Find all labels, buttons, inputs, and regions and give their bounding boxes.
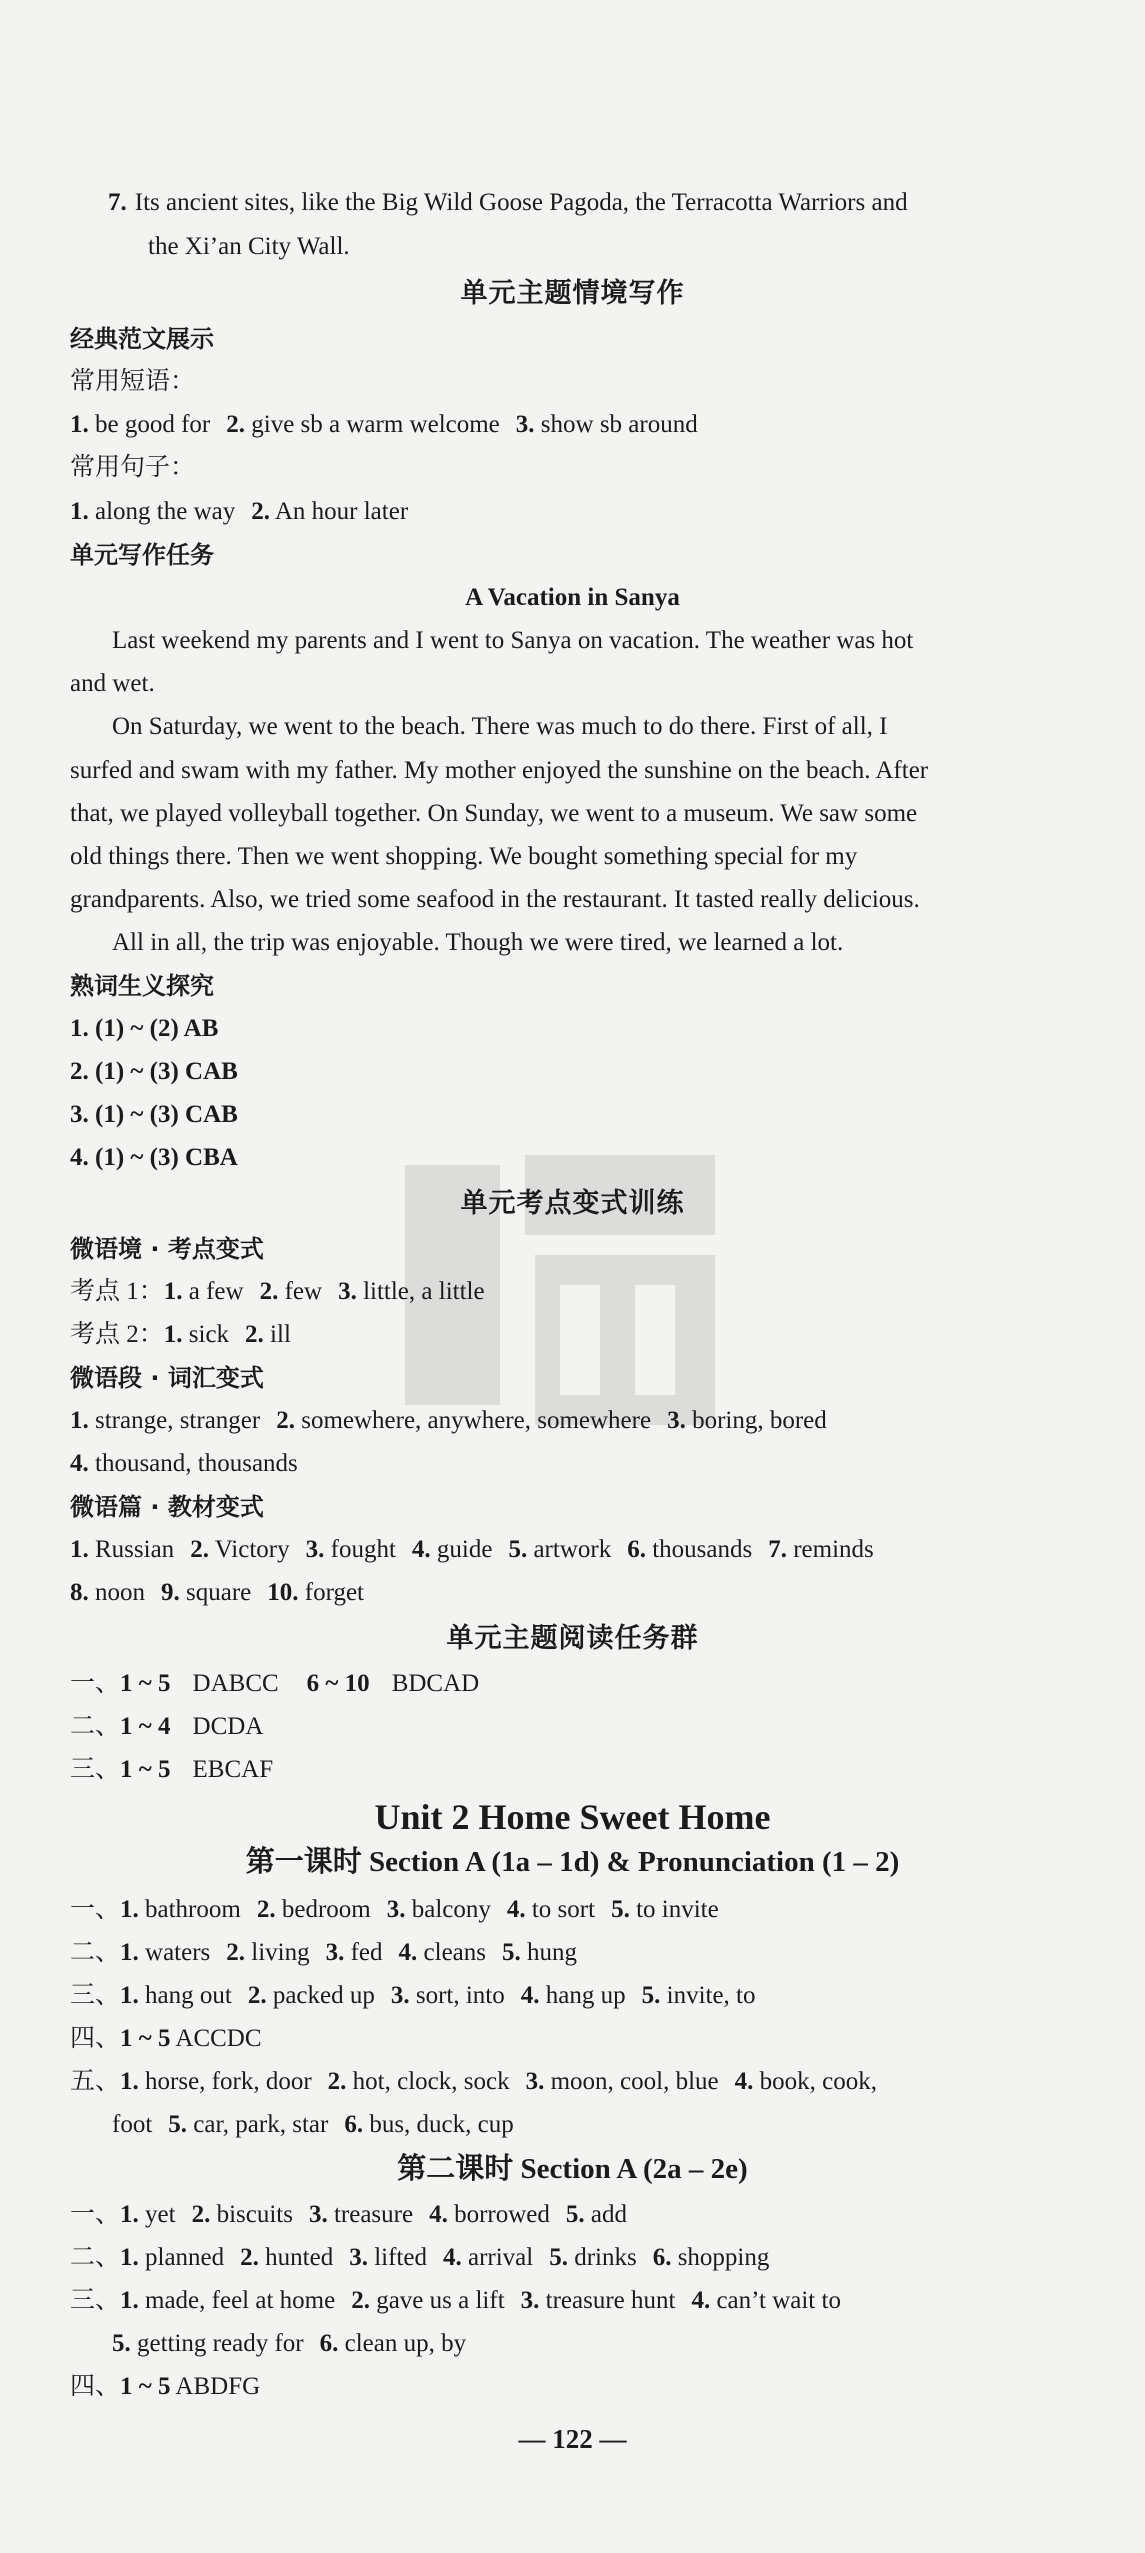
essay-line: and wet. — [70, 670, 155, 697]
item-number: 4. — [506, 1896, 526, 1923]
item-number: 3. — [667, 1407, 686, 1434]
point-2-line — [70, 1320, 307, 1350]
point-1-line — [70, 1277, 501, 1307]
answer-item — [338, 1277, 485, 1307]
answer-item — [120, 1895, 241, 1925]
lesson-1-title: 第一课时 Section A (1a – 1d) & Pronunciation (1 – 2) — [245, 1846, 900, 1878]
essay-line: old things there. Then we went shopping. We bought something special for my — [70, 843, 858, 870]
item-number: 3. — [325, 1939, 345, 1966]
item-number: 2. — [276, 1407, 295, 1434]
answer-item — [257, 1895, 371, 1925]
lesson-2-line — [70, 2243, 785, 2273]
item-number: 5. — [611, 1896, 630, 1923]
answer-item — [320, 2329, 466, 2359]
answer-item — [412, 1535, 493, 1565]
essay-line: that, we played volleyball together. On Sunday, we went to a museum. We saw some — [70, 800, 918, 827]
item-number: 7. — [768, 1536, 787, 1563]
item-number: 3. — [515, 411, 535, 438]
part-label: 一、 — [70, 2201, 121, 2228]
item-number: 2. — [256, 1896, 276, 1923]
answer-item — [326, 1938, 383, 1968]
item-answer: to sort — [531, 1896, 596, 1923]
item-number: 4. — [691, 2287, 711, 2314]
item-number: 6. — [652, 2244, 672, 2271]
answer-item — [120, 1938, 210, 1968]
item-number: 2. — [240, 2244, 259, 2271]
item-answer: clean up, by — [344, 2330, 467, 2357]
item-answer: planned — [145, 2244, 225, 2271]
answer-item — [691, 2286, 841, 2316]
micro-text-heading: 微语篇 · 教材变式 — [70, 1493, 264, 1521]
answer-item — [164, 1277, 244, 1307]
item-number: 2. — [351, 2287, 370, 2314]
item-number: 6. — [344, 2111, 364, 2138]
answer-item — [164, 1320, 229, 1350]
item-answer: hot, clock, sock — [352, 2068, 510, 2095]
answer-item — [735, 2067, 877, 2097]
answer-item — [70, 497, 235, 527]
answer-item — [526, 2067, 719, 2097]
answer-item — [306, 1535, 396, 1565]
item-number: 2. — [226, 1939, 246, 1966]
answer-item — [429, 2200, 550, 2230]
item-number: 4. — [70, 1450, 89, 1477]
item-answer: living — [251, 1939, 310, 1966]
essay-line: On Saturday, we went to the beach. There was much to do there. First of all, I — [112, 713, 888, 740]
item-answer: biscuits — [216, 2201, 293, 2228]
answer-item — [768, 1535, 874, 1565]
item-number: 4. — [429, 2201, 448, 2228]
answer-item — [260, 1277, 322, 1307]
item-number: 3. — [525, 2068, 545, 2095]
item-answer: reminds — [793, 1536, 874, 1563]
item-answer: fed — [350, 1939, 383, 1966]
item-number: 3. — [390, 1982, 410, 2009]
item-answer: few — [284, 1278, 323, 1305]
sentences-label: 常用句子： — [70, 454, 196, 481]
answer-item — [120, 2243, 224, 2273]
answers: EBCAF — [192, 1756, 274, 1783]
item-answer: somewhere, anywhere, somewhere — [301, 1407, 652, 1434]
answer-item — [399, 1938, 486, 1968]
item-number: 1. — [120, 2201, 139, 2228]
item-number: 5. — [168, 2111, 188, 2138]
item-number: 3. — [338, 1278, 357, 1305]
micro-context-heading: 微语境 · 考点变式 — [70, 1235, 264, 1263]
text-line-2 — [70, 1578, 380, 1608]
answer-item — [391, 1981, 505, 2011]
answer-item — [70, 1535, 174, 1565]
part-label: 二、 — [70, 1939, 121, 1966]
item-answer: artwork — [533, 1536, 612, 1563]
item-number: 1 ~ 5 — [120, 2025, 171, 2052]
item-number: 5. — [641, 1982, 661, 2009]
item-answer: treasure — [333, 2201, 414, 2228]
item-answer: moon, cool, blue — [550, 2068, 719, 2095]
answer-item — [627, 1535, 752, 1565]
item-answer: Russian — [95, 1536, 175, 1563]
item-answer: gave us a lift — [376, 2287, 505, 2314]
part-label: 三、 — [70, 1756, 121, 1783]
lesson-2-continuation — [112, 2329, 482, 2359]
item-answer: An hour later — [274, 498, 409, 525]
answer-item — [349, 2243, 427, 2273]
item-number: 1. — [70, 498, 89, 525]
answer-item — [276, 1406, 651, 1436]
item-answer: strange, stranger — [95, 1407, 261, 1434]
item-answer: hang out — [145, 1982, 232, 2009]
item-answer: yet — [145, 2201, 176, 2228]
item-number: 3. — [305, 1536, 325, 1563]
item-answer: ill — [270, 1321, 291, 1348]
item-answer: little, a little — [363, 1278, 485, 1305]
answer-item — [190, 1535, 289, 1565]
item-number: 3. — [520, 2287, 540, 2314]
answer-item — [248, 1981, 375, 2011]
essay-title: A Vacation in Sanya — [465, 584, 680, 611]
item-number: 4. — [398, 1939, 418, 1966]
range: 1 ~ 4 — [120, 1713, 171, 1740]
point-label: 考点 1： — [70, 1278, 164, 1305]
item-answer: packed up — [272, 1982, 375, 2009]
item-number: 2. — [251, 498, 270, 525]
answers: DABCC — [192, 1670, 279, 1697]
sentences-line — [70, 497, 424, 527]
answer-item — [267, 1578, 364, 1608]
writing-task-heading: 单元写作任务 — [70, 541, 214, 569]
lesson-2-title: 第二课时 Section A (2a – 2e) — [397, 2153, 748, 2185]
item-answer: book, cook, — [759, 2068, 877, 2095]
item-number: 9. — [161, 1579, 180, 1606]
answer-item — [168, 2110, 328, 2140]
answer-item — [642, 1981, 756, 2011]
item-number: 3. — [308, 2201, 328, 2228]
item-answer: cleans — [423, 1939, 486, 1966]
item-answer: hunted — [265, 2244, 334, 2271]
range: 6 ~ 10 — [306, 1670, 370, 1697]
answer-item — [443, 2243, 533, 2273]
item-answer: give sb a warm welcome — [251, 411, 500, 438]
section-heading-writing: 单元主题情境写作 — [460, 278, 685, 309]
lesson-2-line — [70, 2200, 643, 2230]
item-answer: noon — [95, 1579, 145, 1606]
answer-item — [120, 2286, 335, 2316]
item-answer: waters — [145, 1939, 211, 1966]
item-answer: ABDFG — [175, 2373, 261, 2400]
answer-item — [351, 2286, 504, 2316]
answer-item — [653, 2243, 770, 2273]
lesson-2-line — [70, 2372, 276, 2402]
item-number: 1. — [70, 411, 89, 438]
item-number: 2. — [259, 1278, 279, 1305]
item-number: 6. — [627, 1536, 646, 1563]
item-answer: shopping — [677, 2244, 770, 2271]
item-answer: ACCDC — [175, 2025, 262, 2052]
answer-item — [309, 2200, 413, 2230]
essay-line: grandparents. Also, we tried some seafood in the restaurant. It tasted really delicious. — [70, 886, 920, 913]
item-number: 4. — [734, 2068, 754, 2095]
item-number: 2. — [247, 1982, 267, 2009]
answer-item — [387, 1895, 491, 1925]
item-answer: treasure hunt — [545, 2287, 676, 2314]
item-7-line-1: 7. Its ancient sites, like the Big Wild Goose Pagoda, the Terracotta Warriors and — [108, 189, 908, 216]
answer-item — [508, 1535, 611, 1565]
item-number: 5. — [502, 1939, 521, 1966]
part-label: 四、 — [70, 2025, 121, 2052]
part-label: 二、 — [70, 2244, 121, 2271]
item-answer: guide — [436, 1536, 493, 1563]
answer-item — [521, 2286, 676, 2316]
lesson-1-line — [70, 1895, 735, 1925]
answer-item — [240, 2243, 333, 2273]
item-number: 1 ~ 5 — [120, 2373, 171, 2400]
range: 1 ~ 5 — [120, 1670, 171, 1697]
item-answer: boring, bored — [692, 1407, 827, 1434]
item-number: 1. — [163, 1278, 183, 1305]
item-number: 1. — [120, 2068, 139, 2095]
item-answer: thousands — [652, 1536, 753, 1563]
vocab-line-1 — [70, 1406, 843, 1436]
item-answer: a few — [188, 1278, 244, 1305]
phrases-label: 常用短语： — [70, 368, 196, 395]
item-number: 4. — [442, 2244, 462, 2271]
text-line-1 — [70, 1535, 890, 1565]
item-answer: can’t wait to — [716, 2287, 841, 2314]
item-answer: made, feel at home — [145, 2287, 336, 2314]
item-number: 5. — [549, 2244, 568, 2271]
part-label: 一、 — [70, 1670, 121, 1697]
section-heading-exam: 单元考点变式训练 — [460, 1188, 685, 1219]
item-number: 4. — [520, 1982, 540, 2009]
lesson-1-line — [70, 2067, 893, 2097]
word-item: 3. (1) ~ (3) CAB — [70, 1101, 238, 1128]
answer-item — [344, 2110, 513, 2140]
item-answer: add — [590, 2201, 628, 2228]
answer-item — [70, 410, 210, 440]
item-number: 2. — [327, 2068, 347, 2095]
item-answer: invite, to — [666, 1982, 756, 2009]
item-number: 4. — [411, 1536, 431, 1563]
answer-item — [120, 2200, 176, 2230]
item-number: 1. — [70, 1407, 89, 1434]
item-number: 1. — [120, 2244, 139, 2271]
model-essay-heading: 经典范文展示 — [70, 325, 214, 353]
answer-item — [120, 2372, 260, 2402]
item-number: 1. — [70, 1536, 89, 1563]
micro-paragraph-heading: 微语段 · 词汇变式 — [70, 1364, 264, 1392]
vocab-line-2 — [70, 1449, 314, 1479]
item-number: 6. — [319, 2330, 339, 2357]
item-answer: along the way — [95, 498, 236, 525]
item-answer: foot — [112, 2111, 153, 2138]
part-label: 一、 — [70, 1896, 121, 1923]
item-number: 3. — [349, 2244, 368, 2271]
answer-item — [226, 410, 500, 440]
item-answer: Victory — [214, 1536, 290, 1563]
answer-item — [161, 1578, 251, 1608]
reading-line — [70, 1669, 479, 1699]
item-number: 2. — [191, 2201, 211, 2228]
part-label: 五、 — [70, 2068, 121, 2095]
item-answer: drinks — [574, 2244, 637, 2271]
item-answer: hang up — [545, 1982, 626, 2009]
answer-item — [70, 1406, 260, 1436]
item-answer: getting ready for — [137, 2330, 304, 2357]
item-number: 2. — [245, 1321, 264, 1348]
answer-item — [566, 2200, 627, 2230]
item-number: 2. — [226, 411, 245, 438]
item-number: 5. — [565, 2201, 585, 2228]
item-answer: sick — [188, 1321, 230, 1348]
answer-item — [70, 1578, 145, 1608]
item-answer: borrowed — [454, 2201, 550, 2228]
lesson-1-continuation — [112, 2110, 530, 2140]
answer-item — [120, 1981, 232, 2011]
item-answer: horse, fork, door — [145, 2068, 312, 2095]
lesson-2-line — [70, 2286, 857, 2316]
item-answer: sort, into — [415, 1982, 505, 2009]
item-answer: bathroom — [145, 1896, 241, 1923]
answer-item — [611, 1895, 719, 1925]
answer-item — [507, 1895, 595, 1925]
item-number: 1. — [120, 1896, 139, 1923]
item-number: 1. — [120, 1939, 139, 1966]
item-number: 5. — [112, 2330, 131, 2357]
answers: DCDA — [192, 1713, 264, 1740]
lesson-1-line — [70, 2024, 278, 2054]
item-number: 1. — [120, 2287, 139, 2314]
item-number: 5. — [508, 1536, 528, 1563]
item-answer: be good for — [95, 411, 211, 438]
answer-item — [112, 2329, 304, 2359]
item-answer: show sb around — [540, 411, 698, 438]
item-answer: square — [186, 1579, 252, 1606]
item-answer: fought — [330, 1536, 396, 1563]
part-label: 三、 — [70, 1982, 121, 2009]
item-number: 8. — [70, 1579, 89, 1606]
essay-line: Last weekend my parents and I went to Sanya on vacation. The weather was hot — [112, 627, 914, 654]
part-label: 二、 — [70, 1713, 121, 1740]
word-item: 4. (1) ~ (3) CBA — [70, 1144, 238, 1171]
lesson-1-line — [70, 1981, 772, 2011]
answer-item — [120, 2024, 262, 2054]
answers: BDCAD — [391, 1670, 480, 1697]
word-item: 1. (1) ~ (2) AB — [70, 1015, 219, 1042]
point-label: 考点 2： — [70, 1321, 164, 1348]
item-7-line-2: the Xi’an City Wall. — [148, 233, 350, 260]
item-number: 1. — [163, 1321, 183, 1348]
unit-title: Unit 2 Home Sweet Home — [374, 1797, 771, 1837]
item-answer: bedroom — [281, 1896, 371, 1923]
section-heading-reading: 单元主题阅读任务群 — [446, 1623, 699, 1654]
item-answer: bus, duck, cup — [369, 2111, 514, 2138]
part-label: 三、 — [70, 2287, 121, 2314]
item-answer: car, park, star — [193, 2111, 329, 2138]
item-number: 3. — [386, 1896, 406, 1923]
page-number: — 122 — — [518, 2424, 627, 2454]
answer-item — [70, 1449, 298, 1479]
word-meaning-heading: 熟词生义探究 — [70, 972, 214, 1000]
item-answer: hung — [527, 1939, 577, 1966]
answer-item — [245, 1320, 291, 1350]
item-answer: forget — [304, 1579, 364, 1606]
answer-item — [226, 1938, 309, 1968]
answer-item — [192, 2200, 293, 2230]
item-number: 1. — [120, 1982, 139, 2009]
answer-item — [516, 410, 698, 440]
essay-line: surfed and swam with my father. My mother enjoyed the sunshine on the beach. After — [70, 757, 929, 784]
item-answer: arrival — [467, 2244, 534, 2271]
item-answer: thousand, thousands — [95, 1450, 298, 1477]
answer-item — [120, 2067, 312, 2097]
essay-line: All in all, the trip was enjoyable. Though we were tired, we learned a lot. — [112, 929, 844, 956]
reading-line — [70, 1712, 291, 1742]
item-number: 10. — [267, 1579, 299, 1606]
answer-item — [251, 497, 408, 527]
reading-line — [70, 1755, 301, 1785]
word-item: 2. (1) ~ (3) CAB — [70, 1058, 238, 1085]
answer-item — [667, 1406, 827, 1436]
item-number: 2. — [190, 1536, 209, 1563]
answer-item — [328, 2067, 510, 2097]
answer-item — [502, 1938, 577, 1968]
answer-item — [549, 2243, 637, 2273]
item-answer: to invite — [636, 1896, 719, 1923]
lesson-1-line — [70, 1938, 593, 1968]
item-answer: lifted — [374, 2244, 427, 2271]
answer-item — [112, 2110, 152, 2140]
phrases-line — [70, 410, 714, 440]
item-answer: balcony — [411, 1896, 491, 1923]
part-label: 四、 — [70, 2373, 121, 2400]
answer-item — [521, 1981, 626, 2011]
range: 1 ~ 5 — [120, 1756, 171, 1783]
